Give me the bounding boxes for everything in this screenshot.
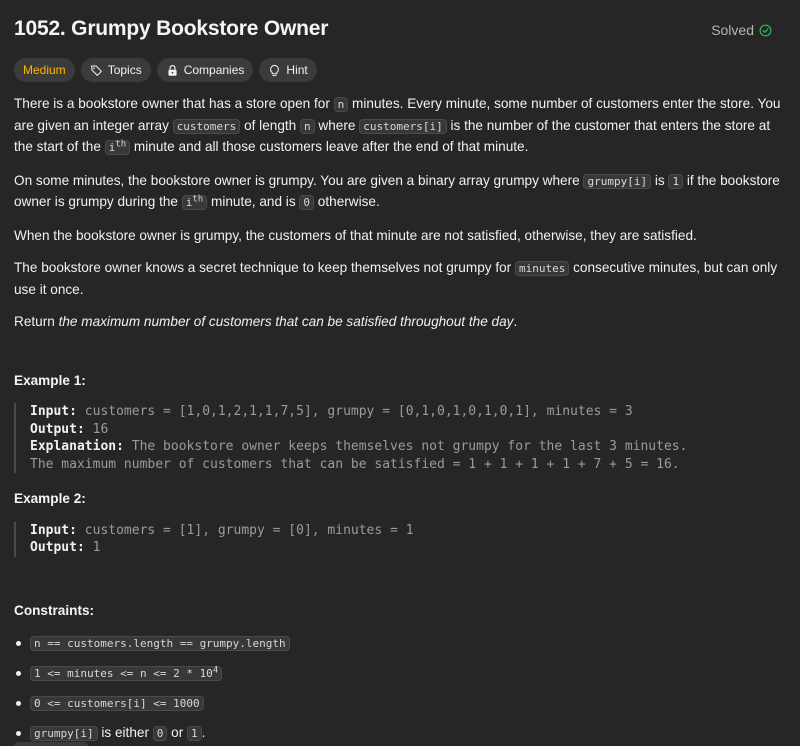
inline-code: customers[i] bbox=[359, 119, 446, 134]
example-2-title: Example 2: bbox=[14, 491, 86, 506]
example-1-block: Input: customers = [1,0,1,2,1,1,7,5], grumpy = [0,1,0,1,0,1,0,1], minutes = 3 Output: 16 Explanation: The bookstore owner keeps themselves not grumpy for the last 3 minutes. The maximum number of customers that can be satisfied = 1 + 1 + 1 + 1 + 7 + 5 = 16. bbox=[14, 403, 786, 473]
problem-title[interactable]: 1052. Grumpy Bookstore Owner bbox=[14, 17, 329, 40]
inline-code: customers bbox=[173, 119, 241, 134]
example-1-title: Example 1: bbox=[14, 372, 86, 388]
constraint-item bbox=[30, 663, 786, 683]
tag-row bbox=[14, 58, 786, 82]
inline-code: n == customers.length == grumpy.length bbox=[30, 636, 290, 651]
bottom-toolbar-edge bbox=[14, 742, 88, 746]
inline-code: 0 bbox=[299, 195, 314, 210]
inline-code: $i^{th}$ bbox=[182, 195, 207, 210]
problem-content bbox=[14, 94, 786, 743]
inline-code: n bbox=[300, 119, 315, 134]
hint-label: Hint bbox=[286, 63, 308, 77]
inline-code: grumpy[i] bbox=[30, 726, 98, 741]
description-paragraph-1: There is a bookstore owner that has a store open for n minutes. Every minute, some number of customers enter the store. You are given an integer array customers of length n where customers[i] is the number of the customer that enters the store at the start of the $i^{th}$ minute and all those customers leave after the end of that minute. bbox=[14, 96, 781, 154]
inline-code: 1 <= minutes <= $n <= 2 * 10^4$ bbox=[30, 666, 222, 681]
solved-status bbox=[711, 22, 772, 38]
description-paragraph-2: On some minutes, the bookstore owner is grumpy. You are given a binary array grumpy where grumpy[i] is 1 if the bookstore owner is grumpy during the $i^{th}$ minute, and is 0 otherwise. bbox=[14, 172, 780, 209]
constraint-item bbox=[30, 633, 786, 653]
topics-label: Topics bbox=[107, 63, 142, 77]
difficulty-label: Medium bbox=[23, 63, 66, 77]
companies-label: Companies bbox=[183, 63, 245, 77]
inline-code: 1 bbox=[668, 174, 683, 189]
problem-header bbox=[14, 0, 786, 58]
description-paragraph-4: The bookstore owner knows a secret technique to keep themselves not grumpy for minutes consecutive minutes, but can only use it once. bbox=[14, 260, 778, 297]
lightbulb-icon bbox=[268, 64, 281, 77]
inline-code: 0 bbox=[153, 726, 168, 741]
hint-button[interactable] bbox=[259, 58, 316, 82]
example-2-block: Input: customers = [1], grumpy = [0], minutes = 1 Output: 1 bbox=[14, 522, 786, 557]
description-paragraph-5: Return the maximum number of customers that can be satisfied throughout the day. bbox=[14, 314, 518, 329]
inline-code: 1 bbox=[187, 726, 202, 741]
inline-code: n bbox=[334, 97, 349, 112]
tag-icon bbox=[90, 64, 103, 77]
inline-code: minutes bbox=[515, 261, 569, 276]
description-paragraph-3: When the bookstore owner is grumpy, the customers of that minute are not satisfied, otherwise, they are satisfied. bbox=[14, 227, 697, 243]
inline-code: $i^{th}$ bbox=[105, 140, 130, 155]
solved-label: Solved bbox=[711, 22, 754, 38]
constraints-title: Constraints: bbox=[14, 602, 95, 618]
difficulty-badge bbox=[14, 58, 75, 82]
companies-button[interactable] bbox=[157, 58, 254, 82]
constraints-list bbox=[14, 633, 786, 743]
inline-code: grumpy[i] bbox=[583, 174, 651, 189]
constraint-item: grumpy[i] is either 0 or 1 . bbox=[30, 723, 786, 743]
constraint-item bbox=[30, 693, 786, 713]
topics-button[interactable] bbox=[81, 58, 151, 82]
inline-code: 0 <= customers[i] <= 1000 bbox=[30, 696, 204, 711]
lock-icon bbox=[166, 64, 179, 77]
check-circle-icon bbox=[759, 24, 772, 37]
